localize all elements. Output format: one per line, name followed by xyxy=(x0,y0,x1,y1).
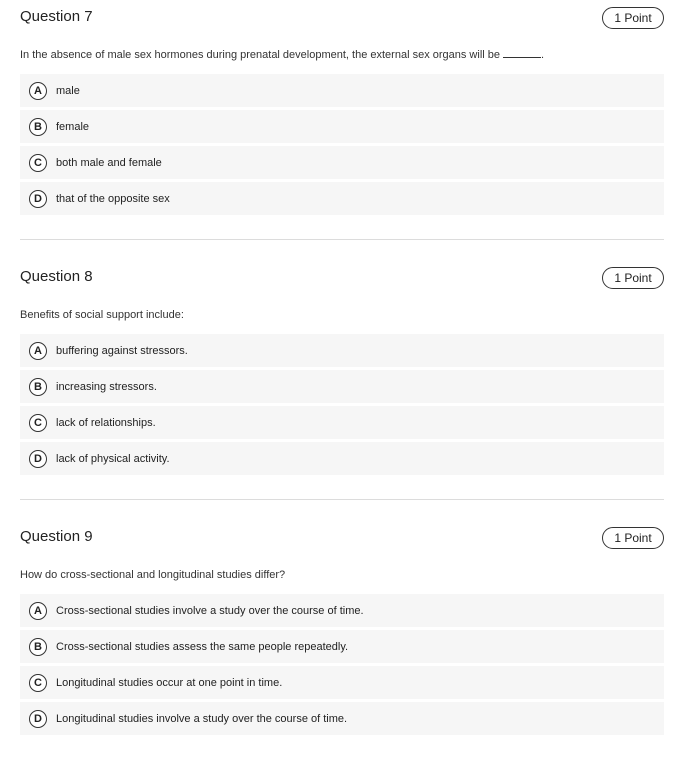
option-b[interactable] xyxy=(20,630,664,663)
option-a[interactable] xyxy=(20,74,664,107)
answer-blank xyxy=(503,49,541,58)
question-9 xyxy=(20,522,664,725)
question-8 xyxy=(20,262,664,465)
points-badge[interactable]: 1 Point xyxy=(602,7,664,29)
question-header xyxy=(20,262,664,292)
points-badge[interactable]: 1 Point xyxy=(602,527,664,549)
points-badge[interactable]: 1 Point xyxy=(602,267,664,289)
prompt-suffix: . xyxy=(541,49,545,61)
question-prompt xyxy=(20,49,544,61)
option-text: increasing stressors. xyxy=(56,380,157,393)
option-b[interactable] xyxy=(20,110,664,143)
option-a[interactable] xyxy=(20,594,664,627)
option-letter-badge: D xyxy=(29,450,47,468)
option-text: both male and female xyxy=(56,156,162,169)
option-letter-badge: B xyxy=(29,638,47,656)
option-letter-badge: B xyxy=(29,118,47,136)
answer-options xyxy=(20,74,664,218)
option-text: Cross-sectional studies involve a study over the course of time. xyxy=(56,604,364,617)
option-text: female xyxy=(56,120,90,133)
option-text: Cross-sectional studies assess the same people repeatedly. xyxy=(56,640,349,653)
option-letter-badge: C xyxy=(29,674,47,692)
option-letter-badge: A xyxy=(29,82,47,100)
question-header xyxy=(20,2,664,32)
option-d[interactable] xyxy=(20,702,664,735)
question-title: Question 7 xyxy=(20,8,93,25)
option-letter-badge: C xyxy=(29,154,47,172)
question-divider xyxy=(20,239,664,240)
option-text: buffering against stressors. xyxy=(56,344,188,357)
option-text: lack of relationships. xyxy=(56,416,156,429)
option-b[interactable] xyxy=(20,370,664,403)
question-title: Question 9 xyxy=(20,528,93,545)
question-header xyxy=(20,522,664,552)
option-letter-badge: A xyxy=(29,342,47,360)
option-letter-badge: A xyxy=(29,602,47,620)
option-text: Longitudinal studies involve a study over the course of time. xyxy=(56,712,348,725)
answer-options xyxy=(20,334,664,478)
question-7 xyxy=(20,2,664,205)
option-d[interactable] xyxy=(20,182,664,215)
option-c[interactable] xyxy=(20,666,664,699)
prompt-text: In the absence of male sex hormones during prenatal development, the external sex organs will be xyxy=(20,49,501,61)
option-d[interactable] xyxy=(20,442,664,475)
option-c[interactable] xyxy=(20,146,664,179)
option-text: Longitudinal studies occur at one point in time. xyxy=(56,676,283,689)
question-title: Question 8 xyxy=(20,268,93,285)
option-text: that of the opposite sex xyxy=(56,192,170,205)
option-a[interactable] xyxy=(20,334,664,367)
option-c[interactable] xyxy=(20,406,664,439)
option-text: male xyxy=(56,84,80,97)
question-prompt: How do cross-sectional and longitudinal studies differ? xyxy=(20,569,286,581)
question-divider xyxy=(20,499,664,500)
answer-options xyxy=(20,594,664,738)
option-letter-badge: D xyxy=(29,710,47,728)
option-text: lack of physical activity. xyxy=(56,452,170,465)
option-letter-badge: B xyxy=(29,378,47,396)
option-letter-badge: D xyxy=(29,190,47,208)
option-letter-badge: C xyxy=(29,414,47,432)
question-prompt: Benefits of social support include: xyxy=(20,309,184,321)
